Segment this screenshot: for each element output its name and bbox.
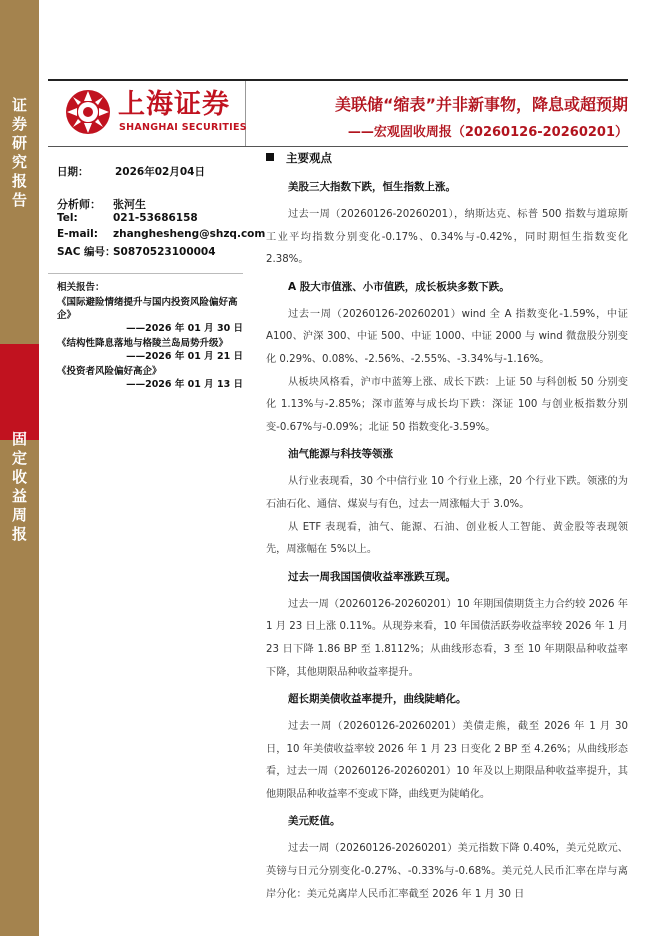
date-row [57, 164, 205, 179]
date-value: 2026年02月04日 [115, 166, 205, 178]
date-label: 日期： [57, 166, 89, 178]
analyst-row [57, 196, 146, 212]
related-title: 相关报告： [57, 282, 105, 293]
sidebar-char: 证 [11, 96, 27, 114]
sidebar-char: 收 [11, 468, 27, 486]
report-subtitle: ——宏观固收周报（20260126-20260201） [347, 125, 628, 140]
analyst-value: 张河生 [113, 198, 146, 211]
block-paragraph: 过去一周（20260126-20260201），纳斯达克、标普 500 指数与道琼斯工业平均指数分别变化-0.17%、0.34%与-0.42%，同时期恒生指数变化 2.38%。 [266, 209, 628, 266]
email-label: E-mail: [57, 228, 98, 240]
header-bottom-rule [48, 146, 628, 147]
block-paragraph: 从行业表现看，30 个中信行业 10 个行业上涨，20 个行业下跌。领涨的为石油石化、通信、煤炭与有色，过去一周涨幅大于 3.0%。 [266, 476, 628, 510]
block-paragraph: 过去一周（20260126-20260201）美债走熊，截至 2026 年 1 月 30 日，10 年美债收益率较 2026 年 1 月 23 日变化 2 BP 至 4.26%；从曲线形态看，过去一周（20260126-20260201）10 年及以上期限品种收益率提升，其他期限品种收益率不变或下降，曲线更为陡峭化。 [266, 721, 628, 800]
sidebar-char: 报 [11, 525, 27, 543]
related-date: ——2026 年 01 月 21 日 [126, 351, 243, 362]
block-paragraph: 从 ETF 表现看，油气、能源、石油、创业板人工智能、黄金股等表现领先，周涨幅在 5%以上。 [266, 521, 628, 556]
sac-row [57, 244, 216, 259]
sac-label: SAC 编号： [57, 246, 116, 258]
logo-en-text: SHANGHAI SECURITIES [119, 122, 247, 133]
block-paragraph: 过去一周（20260126-20260201）10 年期国债期货主力合约较 2026 年 1 月 23 日上涨 0.11%。从现券来看，10 年国债活跃券收益率较 2026 年 1 月 23 日下降 1.86 BP 至 1.8112%；从曲线形态看，3 至 10 年期限品种收益率下降，其他期限品种收益率提升。 [266, 598, 628, 678]
related-item[interactable]: 《国际避险情绪提升与国内投资风险偏好高企》 [57, 297, 238, 321]
block-paragraph: 过去一周（20260126-20260201）wind 全 A 指数变化-1.59%，中证 A100、沪深 300、中证 500、中证 1000、中证 2000 与 wind 微盘股分别变化 0.29%、0.08%、-2.56%、-2.55%、-3.34%与-1.16%。 [266, 308, 628, 365]
block-heading: 美股三大指数下跌，恒生指数上涨。 [288, 181, 456, 193]
sidebar-char: 固 [11, 430, 27, 448]
email-value[interactable]: zhanghesheng@shzq.com [113, 228, 266, 240]
header-separator [245, 81, 246, 147]
block-paragraph: 从板块风格看，沪市中蓝筹上涨、成长下跌：上证 50 与科创板 50 分别变化 1.13%与-2.85%；深市蓝筹与成长均下跌：深证 100 与创业板指数分别变-0.67%与-0.09%；北证 50 指数变化-3.59%。 [266, 376, 628, 433]
block-heading: A 股大市值涨、小市值跌，成长板块多数下跌。 [288, 280, 510, 293]
report-title: 美联储“缩表”并非新事物，降息或超预期 [334, 95, 628, 114]
sidebar-char: 究 [11, 153, 27, 171]
logo-cn-text: 上海证券 [118, 89, 230, 120]
sidebar-char: 研 [11, 134, 27, 152]
related-item[interactable]: 《投资者风险偏好高企》 [57, 366, 162, 377]
analyst-label: 分析师： [57, 198, 101, 211]
tel-value: 021-53686158 [113, 212, 198, 224]
square-bullet-icon [266, 153, 274, 161]
sidebar-char: 定 [11, 449, 27, 467]
block-heading: 油气能源与科技等领涨 [288, 448, 393, 461]
section-title: 主要观点 [286, 151, 332, 165]
tel-row [57, 212, 198, 224]
sac-value: S0870523100004 [113, 246, 216, 258]
logo-icon [64, 88, 112, 136]
header-top-rule [48, 79, 628, 81]
sidebar-char: 报 [11, 172, 27, 190]
sidebar-char: 告 [11, 191, 27, 209]
main-content [266, 150, 628, 906]
email-row [57, 228, 265, 240]
sidebar-red-block [0, 344, 39, 440]
related-date: ——2026 年 01 月 13 日 [126, 379, 243, 390]
block-heading: 美元贬值。 [288, 815, 341, 828]
related-divider [48, 273, 243, 274]
block-heading: 过去一周我国国债收益率涨跌互现。 [288, 570, 456, 583]
related-reports [57, 279, 243, 393]
related-date: ——2026 年 01 月 30 日 [126, 323, 243, 334]
sidebar-mid-label [0, 430, 39, 544]
sidebar-top-label [0, 96, 39, 210]
company-logo [64, 88, 247, 140]
section-header [266, 150, 628, 166]
block-paragraph: 过去一周（20260126-20260201）美元指数下降 0.40%，美元兑欧元、英镑与日元分别变化-0.27%、-0.33%与-0.68%。美元兑人民币汇率在岸与离岸分化：美元兑离岸人民币汇率截至 2026 年 1 月 30 日 [266, 843, 628, 900]
sidebar-char: 周 [11, 506, 27, 524]
sidebar-char: 券 [11, 115, 27, 133]
tel-label: Tel: [57, 212, 78, 224]
block-heading: 超长期美债收益率提升，曲线陡峭化。 [288, 693, 467, 706]
related-item[interactable]: 《结构性降息落地与格陵兰岛局势升级》 [57, 338, 229, 349]
sidebar-char: 益 [11, 487, 27, 505]
